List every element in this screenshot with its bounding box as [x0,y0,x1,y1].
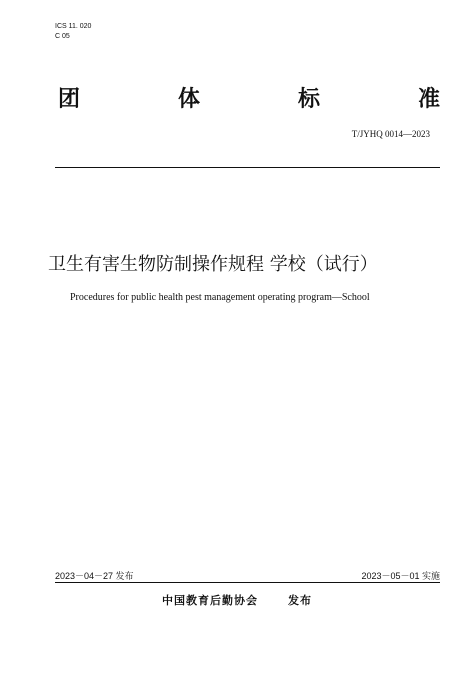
standard-type-char: 标 [297,87,320,112]
standard-type-char: 准 [417,87,440,112]
implementation-date: 2023－05－01 实施 [361,571,440,581]
standard-number: T/JYHQ 0014—2023 [351,129,430,139]
publisher-line [0,592,474,608]
standard-type-heading [58,86,440,114]
ccs-code: C 05 [55,33,70,40]
standard-type-char: 体 [177,87,200,112]
standard-type-char: 团 [58,87,81,112]
publisher-action: 发布 [288,594,312,607]
footer-divider [55,582,440,583]
classification-codes [55,22,91,42]
document-title-chinese: 卫生有害生物防制操作规程 学校（试行） [48,254,378,275]
publisher-name: 中国教育后勤协会 [162,594,258,607]
issue-date: 2023－04－27 发布 [55,571,134,581]
document-title-english: Procedures for public health pest management operating program—School [70,292,370,303]
header-divider [55,167,440,168]
ics-code: ICS 11. 020 [55,23,92,30]
